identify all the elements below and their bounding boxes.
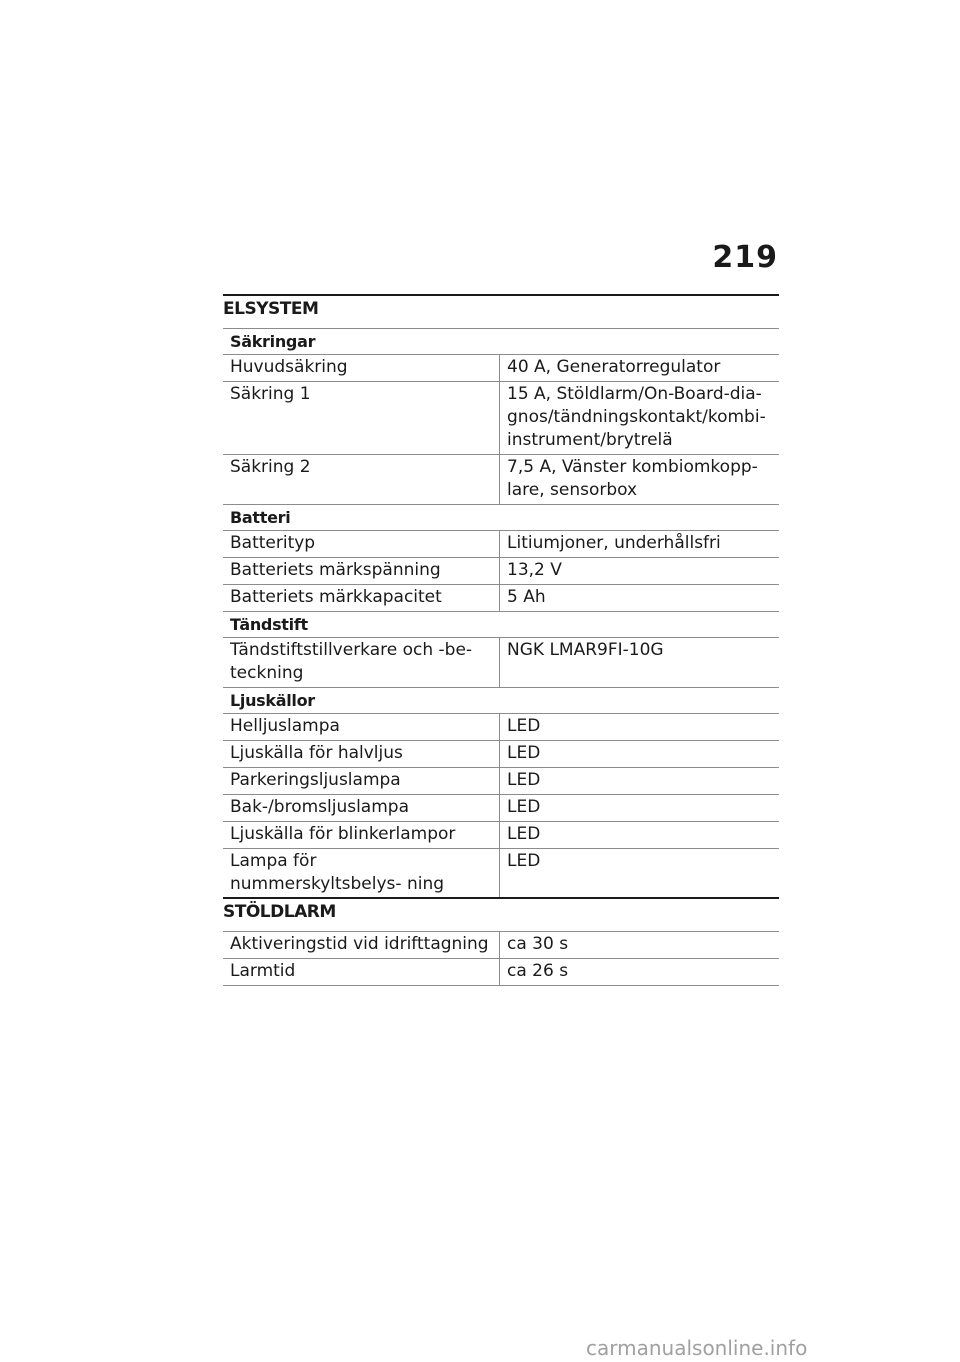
table-row xyxy=(223,355,779,382)
page-number: 219 xyxy=(712,240,778,275)
table-row xyxy=(223,741,779,768)
group-heading-sakringar: Säkringar xyxy=(223,329,779,355)
table-row xyxy=(223,585,779,612)
section-title: STÖLDLARM xyxy=(223,897,779,931)
row-value: 5 Ah xyxy=(507,587,546,607)
table-row xyxy=(223,638,779,688)
row-key: Säkring 1 xyxy=(223,382,500,454)
row-value: Litiumjoner, underhållsfri xyxy=(507,533,721,553)
row-value: LED xyxy=(507,716,541,736)
row-value: LED xyxy=(507,743,541,763)
watermark: carmanualsonline.info xyxy=(586,1336,808,1360)
table-row xyxy=(223,795,779,822)
table-row xyxy=(223,714,779,741)
group-heading-batteri: Batteri xyxy=(223,505,779,531)
row-key: Aktiveringstid vid idrifttagning xyxy=(223,932,500,958)
row-key: Lampa för nummerskyltsbelys- ning xyxy=(223,849,500,898)
section-title: ELSYSTEM xyxy=(223,294,779,328)
row-value: 15 A, Stöldlarm/On-Board-dia- gnos/tändningskontakt/kombi- instrument/brytrelä xyxy=(507,384,766,450)
table-row xyxy=(223,455,779,505)
row-value: 13,2 V xyxy=(507,560,562,580)
elsystem-section xyxy=(223,294,779,899)
table-row xyxy=(223,768,779,795)
row-value: 7,5 A, Vänster kombiomkopp- lare, sensorbox xyxy=(507,457,758,500)
table-row xyxy=(223,531,779,558)
row-key: Helljuslampa xyxy=(223,714,500,740)
row-value: ca 26 s xyxy=(507,961,569,981)
row-value: ca 30 s xyxy=(507,934,569,954)
table-row xyxy=(223,959,779,986)
table-row xyxy=(223,822,779,849)
row-key: Ljuskälla för blinkerlampor xyxy=(223,822,500,848)
row-value: LED xyxy=(507,851,541,871)
row-value: LED xyxy=(507,770,541,790)
elsystem-table xyxy=(223,328,779,899)
row-key: Batterityp xyxy=(223,531,500,557)
row-key: Ljuskälla för halvljus xyxy=(223,741,500,767)
row-value: LED xyxy=(507,797,541,817)
row-key: Huvudsäkring xyxy=(223,355,500,381)
stoldlarm-section xyxy=(223,897,779,986)
row-value: NGK LMAR9FI-10G xyxy=(507,640,664,660)
table-row xyxy=(223,382,779,455)
row-key: Säkring 2 xyxy=(223,455,500,504)
row-value: LED xyxy=(507,824,541,844)
table-row xyxy=(223,558,779,585)
group-heading-ljuskallor: Ljuskällor xyxy=(223,688,779,714)
row-key: Tändstiftstillverkare och -be- teckning xyxy=(223,638,500,687)
row-key: Bak-/bromsljuslampa xyxy=(223,795,500,821)
row-key: Larmtid xyxy=(223,959,500,985)
table-row xyxy=(223,849,779,899)
group-heading-tandstift: Tändstift xyxy=(223,612,779,638)
row-key: Batteriets märkkapacitet xyxy=(223,585,500,611)
table-row xyxy=(223,932,779,959)
row-value: 40 A, Generatorregulator xyxy=(507,357,721,377)
stoldlarm-table xyxy=(223,931,779,986)
row-key: Parkeringsljuslampa xyxy=(223,768,500,794)
row-key: Batteriets märkspänning xyxy=(223,558,500,584)
